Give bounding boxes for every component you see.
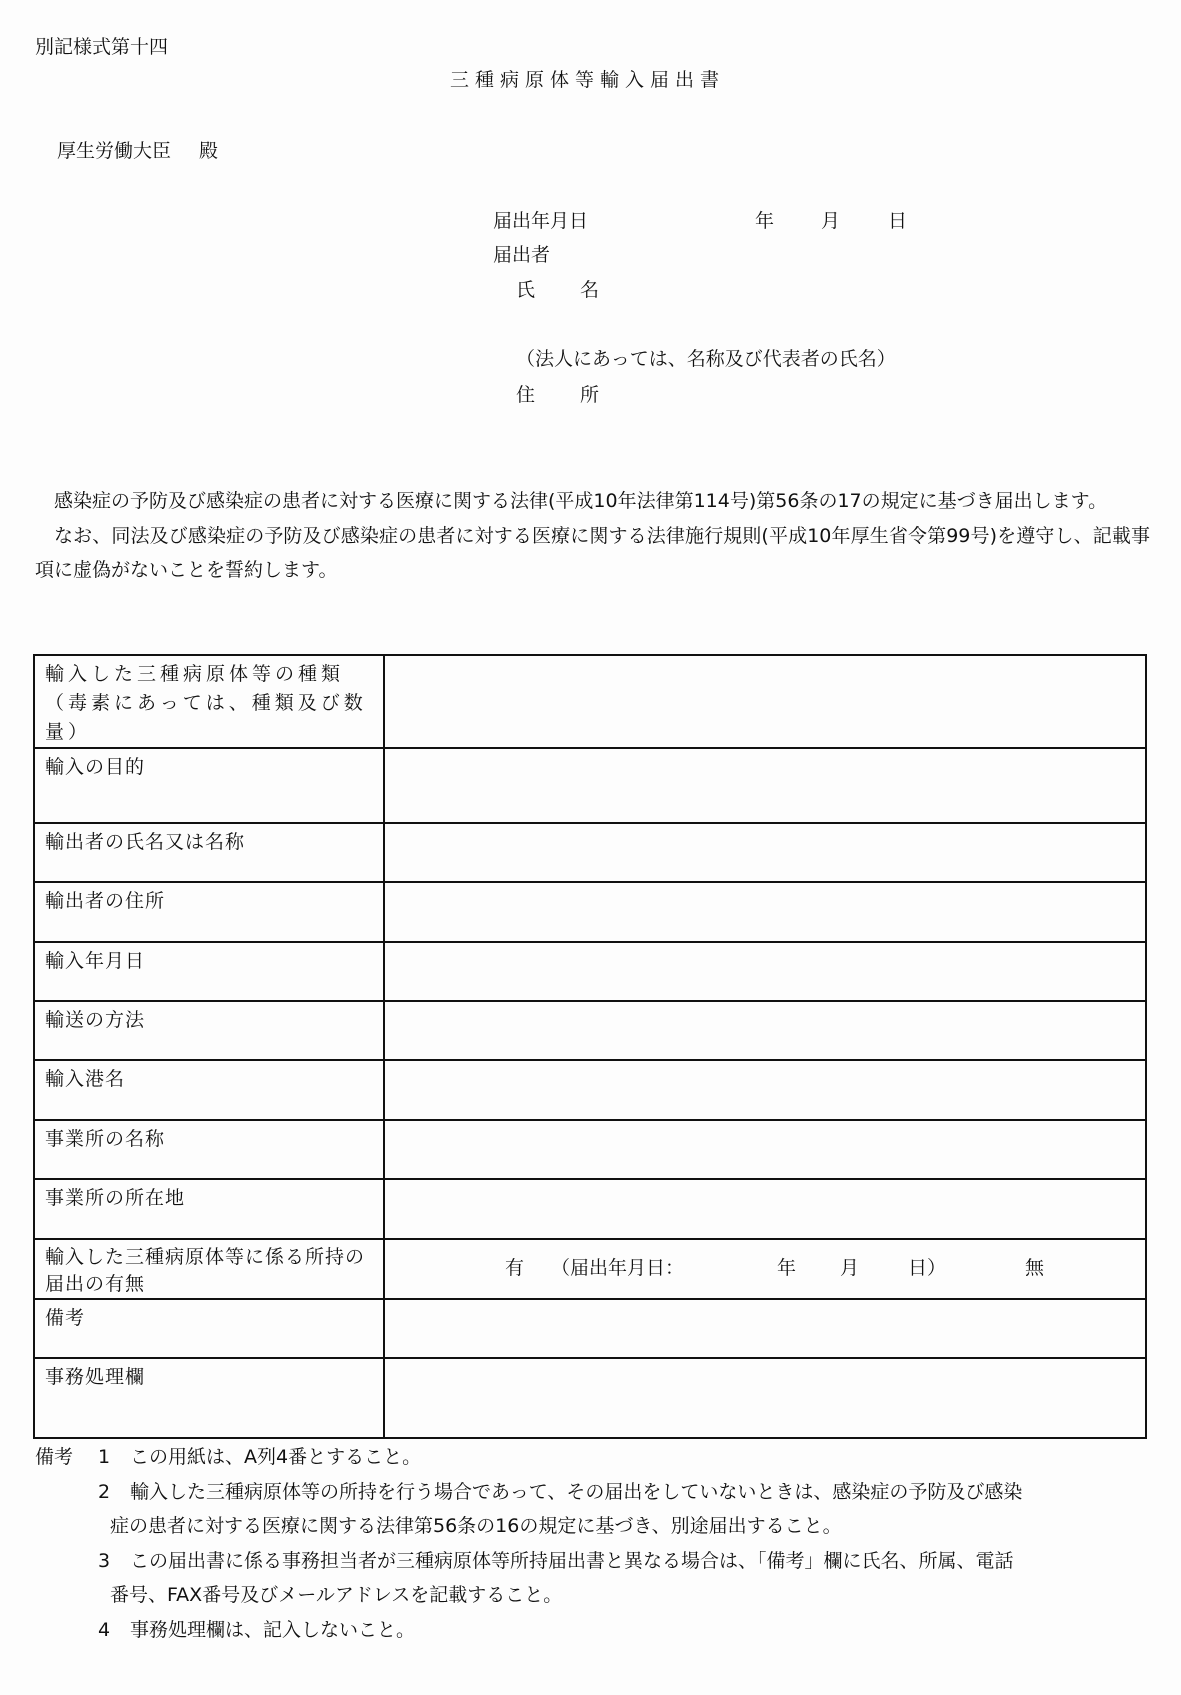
declaration-paragraph-2: なお、同法及び感染症の予防及び感染症の患者に対する医療に関する法律施行規則(平成10年厚生省令第99号)を遵守し、記載事項に虚偽がないことを誓約します。 [35, 524, 1150, 581]
table-row [34, 1120, 1146, 1179]
note-continuation [35, 1509, 1150, 1544]
field-value-import-date[interactable] [384, 942, 1146, 1001]
table-row [34, 748, 1146, 823]
table-row [34, 1358, 1146, 1438]
field-value-exporter-address[interactable] [384, 882, 1146, 942]
table-row [34, 823, 1146, 882]
submission-date-label: 届出年月日 [493, 210, 589, 232]
field-label: 輸出者の住所 [34, 882, 384, 942]
notes-heading: 備考 [35, 1446, 74, 1468]
note-number: 3 [98, 1549, 111, 1572]
table-row [34, 1060, 1146, 1120]
field-label: 輸入年月日 [34, 942, 384, 1001]
option-no[interactable]: 無 [1025, 1257, 1045, 1279]
note-text: 輸入した三種病原体等の所持を行う場合であって、その届出をしていないときは、感染症の予防及び感染 [130, 1480, 1023, 1503]
field-value-import-port[interactable] [384, 1060, 1146, 1120]
notification-date-year[interactable]: 年 [777, 1257, 797, 1279]
import-form-table [33, 654, 1147, 1439]
field-value-possession-notification[interactable] [384, 1239, 1146, 1299]
field-label: 輸出者の氏名又は名称 [34, 823, 384, 882]
table-row [34, 1299, 1146, 1358]
document-title: 三種病原体等輸入届出書 [450, 69, 726, 91]
note-item [35, 1475, 1150, 1510]
name-label-part2: 名 [580, 279, 600, 301]
table-row [34, 882, 1146, 942]
addressee-name: 厚生労働大臣 [57, 140, 172, 162]
field-value-pathogen-type[interactable] [384, 655, 1146, 748]
note-text: この届出書に係る事務担当者が三種病原体等所持届出書と異なる場合は、「備考」欄に氏名、所属、電話 [130, 1549, 1014, 1572]
field-value-transport-method[interactable] [384, 1001, 1146, 1060]
declaration-paragraph-1: 感染症の予防及び感染症の患者に対する医療に関する法律(平成10年法律第114号)第56条の17の規定に基づき届出します。 [54, 490, 1108, 512]
field-label: 輸送の方法 [34, 1001, 384, 1060]
notes-section [35, 1440, 1150, 1647]
field-value-exporter-name[interactable] [384, 823, 1146, 882]
field-label: 輸入の目的 [34, 748, 384, 823]
note-continuation [35, 1578, 1150, 1613]
form-identifier: 別記様式第十四 [35, 36, 169, 58]
note-text: 番号、FAX番号及びメールアドレスを記載すること。 [110, 1584, 563, 1606]
submission-date-day[interactable]: 日 [888, 210, 908, 232]
option-yes[interactable]: 有 [505, 1257, 525, 1279]
note-item [35, 1440, 1150, 1475]
field-value-facility-name[interactable] [384, 1120, 1146, 1179]
field-value-facility-location[interactable] [384, 1179, 1146, 1239]
name-label-part1: 氏 [516, 279, 536, 301]
address-label-part2: 所 [580, 384, 600, 406]
submission-date-year[interactable]: 年 [755, 210, 775, 232]
table-row [34, 942, 1146, 1001]
note-item [35, 1613, 1150, 1648]
applicant-label: 届出者 [493, 244, 551, 266]
note-number: 2 [98, 1480, 111, 1503]
field-label: 事務処理欄 [34, 1358, 384, 1438]
field-label: 輸入した三種病原体等に係る所持の届出の有無 [34, 1239, 384, 1299]
note-number: 4 [98, 1618, 111, 1641]
note-text: 事務処理欄は、記入しないこと。 [130, 1618, 416, 1641]
field-label: 輸入港名 [34, 1060, 384, 1120]
table-row [34, 1179, 1146, 1239]
field-value-office-use [384, 1358, 1146, 1438]
field-label: 事業所の名称 [34, 1120, 384, 1179]
note-item [35, 1544, 1150, 1579]
submission-date-month[interactable]: 月 [821, 210, 841, 232]
declaration [35, 484, 1150, 588]
field-label: 事業所の所在地 [34, 1179, 384, 1239]
address-label-part1: 住 [516, 384, 536, 406]
table-row [34, 655, 1146, 748]
field-label: 輸入した三種病原体等の種類（毒素にあっては、種類及び数量） [34, 655, 384, 748]
field-label: 備考 [34, 1299, 384, 1358]
notification-date-label: （届出年月日： [551, 1257, 685, 1279]
note-text: この用紙は、A列4番とすること。 [130, 1446, 422, 1468]
corporation-note: （法人にあっては、名称及び代表者の氏名） [516, 348, 896, 370]
table-row [34, 1001, 1146, 1060]
notification-date-month[interactable]: 月 [840, 1257, 860, 1279]
addressee-honorific: 殿 [199, 140, 219, 162]
notification-date-day[interactable]: 日） [908, 1257, 947, 1279]
table-row [34, 1239, 1146, 1299]
addressee [57, 142, 218, 161]
note-number: 1 [98, 1446, 111, 1468]
note-text: 症の患者に対する医療に関する法律第56条の16の規定に基づき、別途届出すること。 [110, 1515, 842, 1537]
field-value-import-purpose[interactable] [384, 748, 1146, 823]
field-value-remarks[interactable] [384, 1299, 1146, 1358]
